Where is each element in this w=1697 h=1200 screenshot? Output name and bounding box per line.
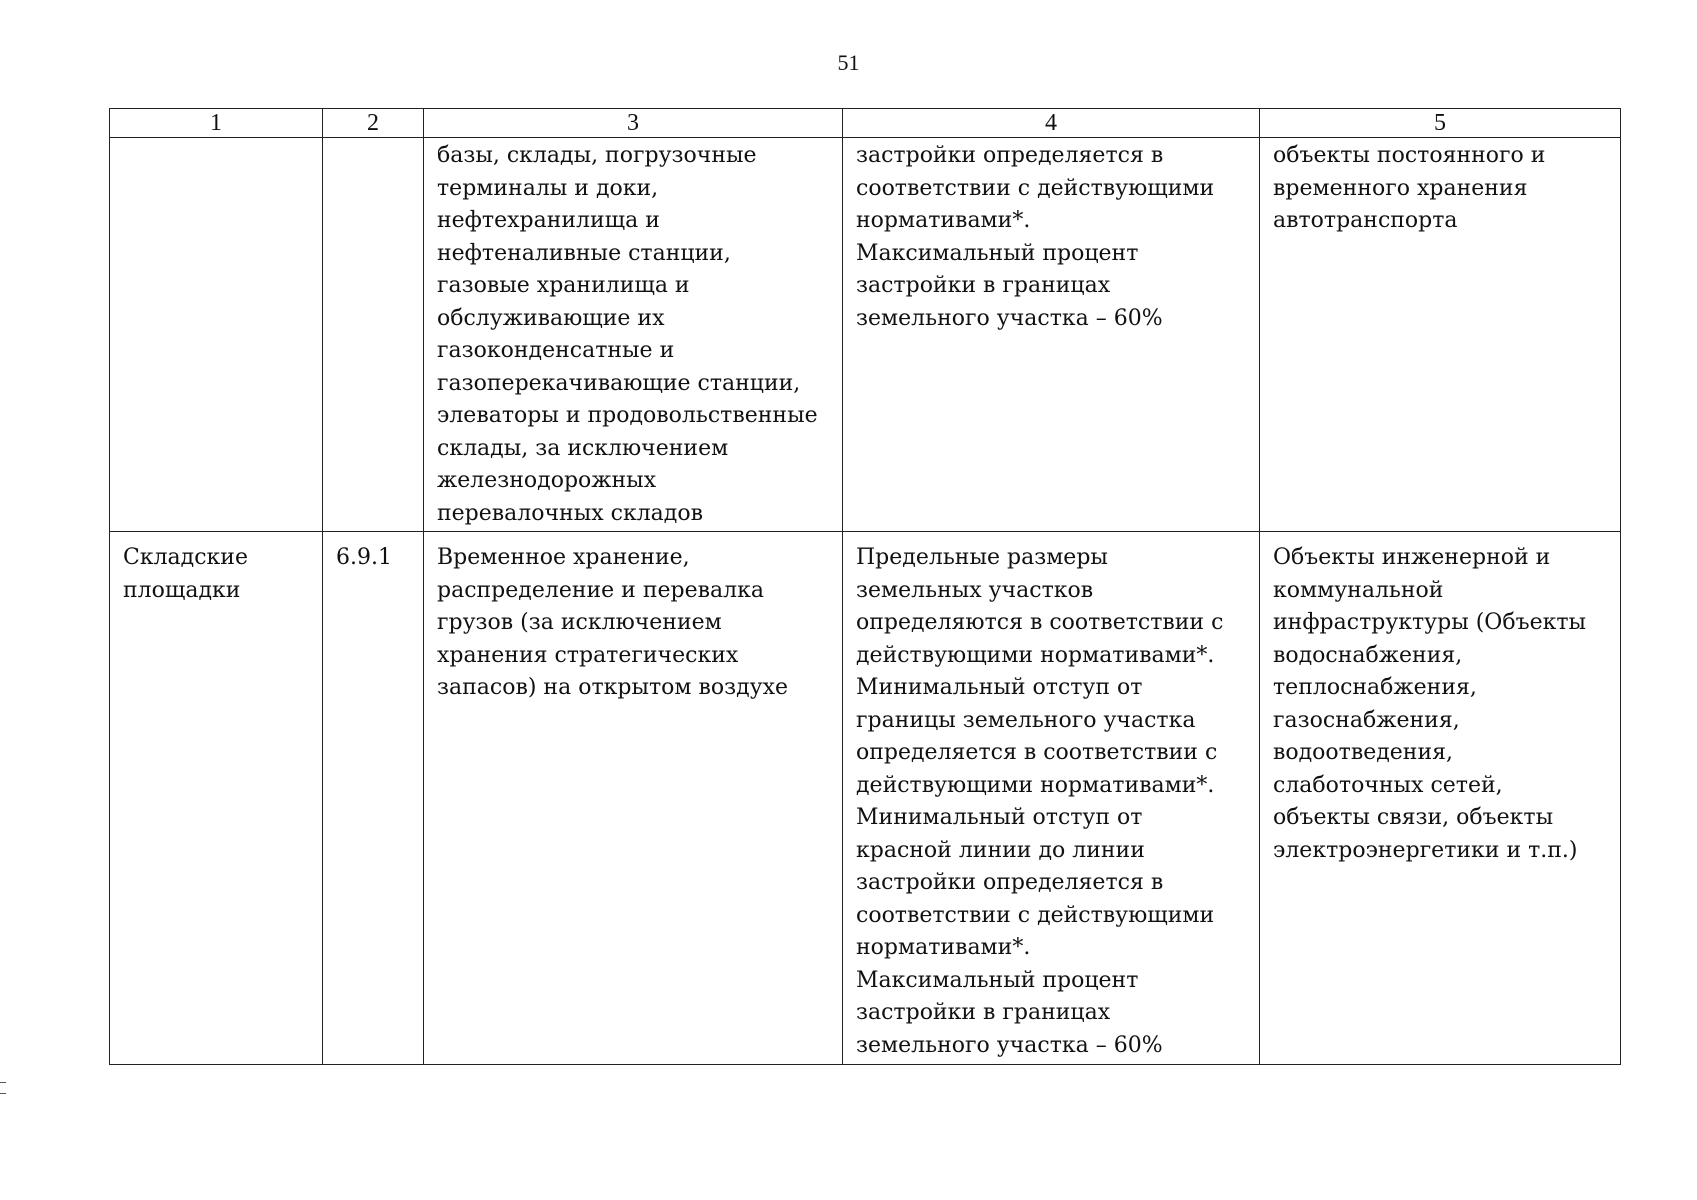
cell-use-code (323, 532, 424, 1065)
cell-parameters (843, 138, 1260, 532)
cell-text-line: распределение и перевалка (437, 577, 764, 603)
cell-text-line: запасов) на открытом воздухе (437, 675, 789, 700)
cell-use-description (424, 138, 843, 532)
cell-text-line: нормативами*. (856, 935, 1031, 960)
cell-text-line: застройки определяется в (856, 143, 1164, 168)
cell-text-line: электроэнергетики и т.п.) (1273, 837, 1578, 863)
column-header-1: 1 (110, 109, 323, 138)
scan-margin-mark (0, 1082, 6, 1094)
cell-text-line: базы, склады, погрузочные (437, 143, 757, 168)
cell-use-description (424, 532, 843, 1065)
page-number: 51 (837, 50, 860, 75)
cell-text-line: склады, за исключением (437, 435, 729, 461)
cell-text-line: 6.9.1 (336, 545, 392, 570)
cell-text-line: действующими нормативами*. (856, 772, 1215, 798)
cell-text-line: застройки в границах (856, 273, 1111, 298)
cell-text-line: площадки (123, 577, 241, 603)
cell-use-name (110, 532, 323, 1065)
cell-text-line: красной линии до линии (856, 837, 1145, 863)
cell-text-line: терминалы и доки, (437, 175, 659, 201)
cell-text-line: Объекты инженерной и (1273, 545, 1551, 570)
header-row (110, 109, 1621, 138)
column-header-2: 2 (323, 109, 424, 138)
cell-text-line: нефтехранилища и (437, 208, 660, 233)
cell-text-line: нормативами*. (856, 208, 1031, 233)
cell-text-line: Минимальный отступ от (856, 675, 1143, 700)
cell-text-line: соответствии с действующими (856, 902, 1215, 928)
cell-auxiliary-uses (1260, 532, 1621, 1065)
cell-text-line: застройки в границах (856, 1000, 1111, 1025)
cell-text-line: водоотведения, (1273, 740, 1454, 765)
cell-text-line: перевалочных складов (437, 500, 703, 526)
cell-text-line: объекты связи, объекты (1273, 805, 1554, 830)
cell-text-line: Максимальный процент (856, 240, 1139, 266)
cell-text-line: хранения стратегических (437, 642, 739, 668)
cell-text-line: Минимальный отступ от (856, 805, 1143, 830)
table-row (110, 138, 1621, 532)
column-header-4: 4 (843, 109, 1260, 138)
cell-text-line: земельного участка – 60% (856, 305, 1163, 331)
cell-text-line: земельных участков (856, 577, 1094, 603)
cell-text-line: действующими нормативами*. (856, 642, 1215, 668)
table-row (110, 532, 1621, 1065)
cell-text-line: инфраструктуры (Объекты (1273, 610, 1587, 635)
cell-text-line: границы земельного участка (856, 707, 1196, 733)
zoning-table (109, 108, 1621, 1065)
column-header-3: 3 (424, 109, 843, 138)
cell-text-line: объекты постоянного и (1273, 143, 1546, 168)
cell-text-line: соответствии с действующими (856, 175, 1215, 201)
cell-text-line: застройки определяется в (856, 870, 1164, 895)
cell-text-line: нефтеналивные станции, (437, 240, 731, 266)
cell-text-line: газоперекачивающие станции, (437, 370, 801, 396)
cell-text-line: земельного участка – 60% (856, 1032, 1163, 1058)
cell-text-line: газовые хранилища и (437, 273, 690, 298)
cell-text-line: Предельные размеры (856, 545, 1108, 570)
cell-text-line: коммунальной (1273, 577, 1444, 603)
cell-text-line: Максимальный процент (856, 967, 1139, 993)
cell-use-name (110, 138, 323, 532)
cell-text-line: Временное хранение, (437, 545, 690, 570)
cell-text-line: обслуживающие их (437, 305, 665, 331)
cell-text-line: временного хранения (1273, 175, 1528, 201)
cell-text-line: теплоснабжения, (1273, 675, 1477, 700)
cell-text-line: слаботочных сетей, (1273, 772, 1503, 798)
cell-text-line: газоконденсатные и (437, 338, 675, 363)
column-header-5: 5 (1260, 109, 1621, 138)
cell-text-line: грузов (за исключением (437, 610, 722, 635)
cell-text-line: определяется в соответствии с (856, 740, 1218, 765)
cell-text-line: железнодорожных (437, 468, 657, 493)
cell-text-line: автотранспорта (1273, 208, 1458, 233)
cell-text-line: газоснабжения, (1273, 707, 1460, 733)
cell-text-line: Складские (123, 545, 248, 570)
cell-use-code (323, 138, 424, 532)
cell-parameters (843, 532, 1260, 1065)
cell-text-line: элеваторы и продовольственные (437, 403, 818, 428)
cell-text-line: водоснабжения, (1273, 642, 1463, 668)
cell-text-line: определяются в соответствии с (856, 610, 1224, 635)
cell-auxiliary-uses (1260, 138, 1621, 532)
